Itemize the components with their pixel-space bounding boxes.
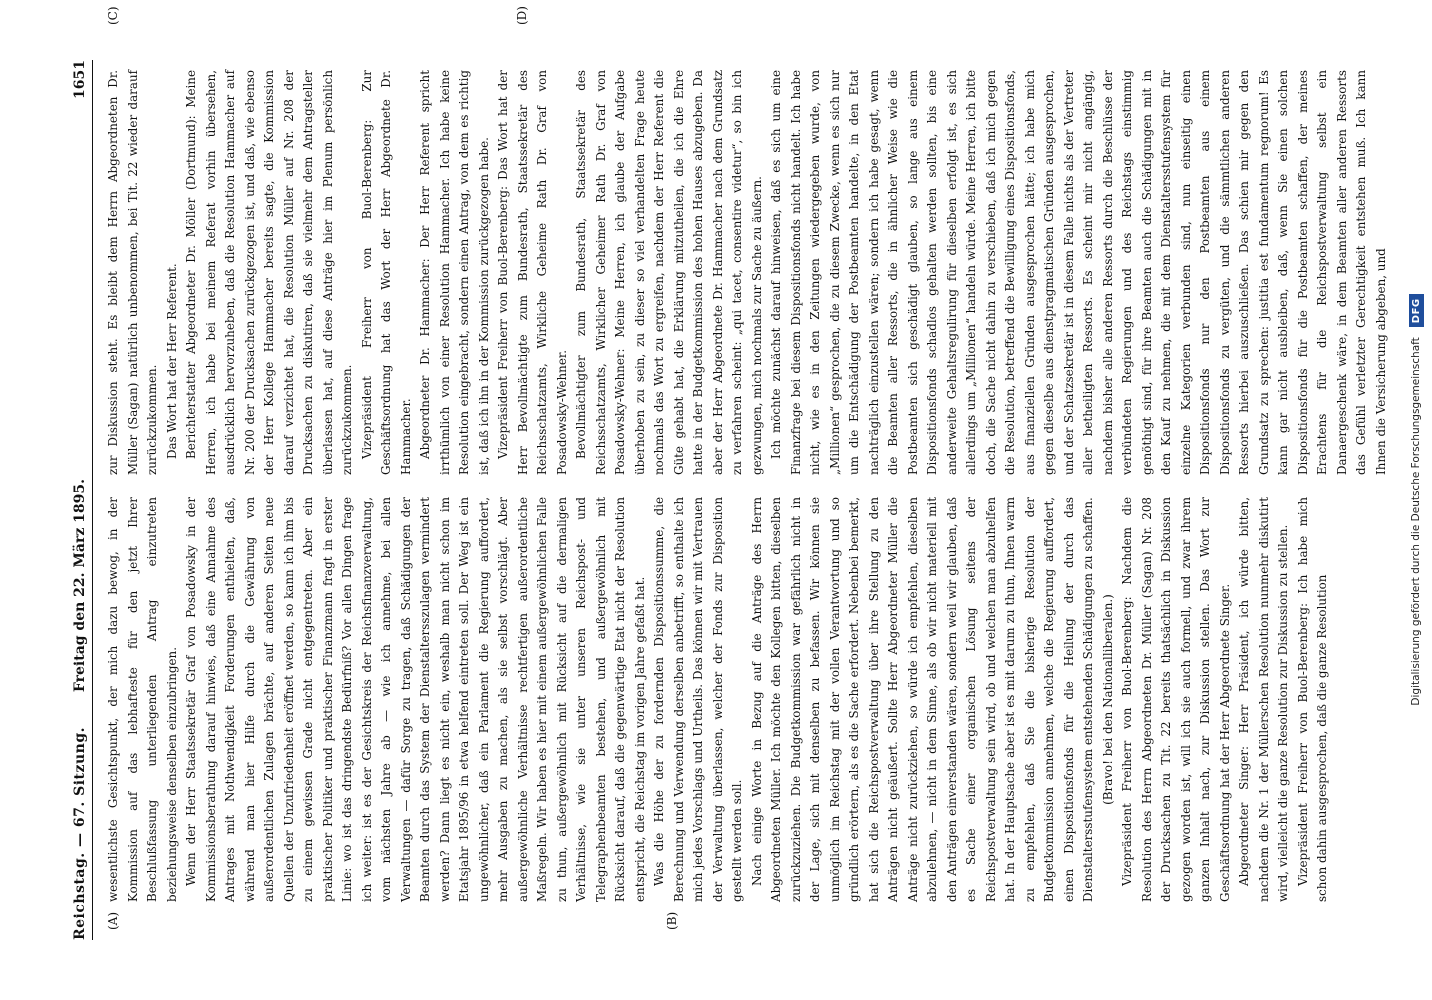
paragraph: Vizepräsident Freiherr von Buol-Berenberg: Nachdem die Resolution des Herrn Abgeordneten Dr. Müller (Sagan) Nr. 208 der Drucksachen zu Tit. 22 bereits thatsächlich in Diskussion gezogen worden ist, will ich sie auch formell, und zwar ihrem ganzen Inhalt nach, zur Diskussion stellen. Das Wort zur Geschäftsordnung hat der Herr Abgeordnete Singer. [1120, 497, 1232, 902]
paragraph: Vizepräsident Freiherr von Buol-Berenberg: Zur Geschäftsordnung hat das Wort der Herr Abgeordnete Dr. Hammacher. [359, 70, 413, 475]
header-date: Freitag den 22. März 1895. [72, 478, 88, 693]
paragraph: Ich möchte zunächst darauf hinweisen, daß es sich um eine Finanzfrage bei diesem Dispositionsfonds nicht handelt. Ich habe nicht, wie es in den Zeitungen wiedergegeben wurde, von „Millionen“ gesprochen, die zu diesem Zwecke, wenn es sich nur um die Entschädigung der Postbeamten handelte, in den Etat nachträglich einzustellen wären; sondern ich habe gesagt, wenn die Beamten aller Ressorts, die in ähnlicher Weise wie die Postbeamten sich geschädigt glauben, so lange aus einem Dispositionsfonds schadlos gehalten werden sollten, bis eine anderweite Gehaltsregulirung für dieselben erfolgt ist, es sich allerdings um „Millionen“ handeln würde. Meine Herren, ich bitte doch, die Sache nicht dahin zu verschieben, daß ich mich gegen die Resolution, betreffend die Bewilligung eines Dispositionsfonds, aus finanziellen Gründen ausgesprochen hätte; ich habe mich gegen dieselbe aus dienstpragmatischen Gründen ausgesprochen, und der Schatzsekretär ist in diesem Falle nichts als der Vertreter aller betheiligten Ressorts. Es scheint mir nicht angängig, nachdem bisher alle anderen Ressorts durch die Beschlüsse der verbündeten Regierungen und des Reichstags einstimmig genöthigt sind, für ihre Beamten auch die Schädigungen mit in den Kauf zu nehmen, die mit dem Dienstaltersstufensystem für einzelne Kategorien verbunden sind, nun einseitig einen Dispositionsfonds nur den Postbeamten aus einem Dispositionsfonds zu vergüten, und die sämmtlichen anderen Ressorts hierbei auszuschließen. Das schien mir gegen den Grundsatz zu sprechen: justitia est fundamentum regnorum! Es kann gar nicht ausbleiben, daß, wenn Sie einen solchen Dispositionsfonds für die Postbeamten schaffen, der meines Erachtens für die Reichspostverwaltung selbst ein Danaergeschenk wäre, in dem Beamten aller anderen Ressorts das Gefühl verletzter Gerechtigkeit entstehen muß. Ich kann Ihnen die Versicherung abgeben, und [769, 70, 1388, 475]
paragraph: Nach einige Worte in Bezug auf die Anträge des Herrn Abgeordneten Müller. Ich möchte den Kollegen bitten, dieselben zurückzuziehen. Die Budgetkommission war gefährlich nicht in der Lage, sich mit denselben zu befassen. Wir können sie unmöglich im Reichstag mit der vollen Verantwortung und so gründlich erörtern, als es die Sache erfordert. Nebenbei bemerkt, hat sich die Reichspostverwaltung über ihre Stellung zu den Anträgen nicht geäußert. Sollte Herr Abgeordneter Müller die Anträge nicht zurückziehen, so würde ich empfehlen, dieselben abzulehnen, — nicht in dem Sinne, als ob wir nicht materiell mit den Anträgen einverstanden wären, sondern weil wir glauben, daß es Sache einer organischen Lösung seitens der Reichspostverwaltung sein wird, ob und welchen man abzuhelfen hat. In der Hauptsache aber ist es mit darum zu thun, Ihnen warm zu empfehlen, daß Sie die bisherige Resolution der Budgetkommission annehmen, welche die Regierung auffordert, einen Dispositionsfonds für die Heilung der durch das Dienstaltersstufensystem entstehenden Schädigungen zu schaffen. [749, 497, 1095, 902]
dfg-credit-text: Digitalisierung gefördert durch die Deutsche Forschungsgemeinschaft [1410, 337, 1422, 706]
header-session: Reichstag. — 67. Sitzung. [72, 727, 88, 940]
margin-mark-b: (B) [665, 911, 679, 930]
paragraph: Vizepräsident Freiherr von Buol-Berenberg: Ich habe mich schon dahin ausgesprochen, daß die ganze Resolution [1295, 497, 1329, 902]
margin-mark-c: (C) [106, 6, 120, 25]
paragraph: Abgeordneter Dr. Hammacher: Der Herr Referent spricht irrthümlich von einer Resolution Hammacher. Ich habe keine Resolution eingebracht, sondern einen Antrag, von dem es richtig ist, daß ich ihn in der Kommission zurückgezogen habe. [418, 70, 491, 475]
right-column [104, 70, 1388, 475]
dfg-logo: DFG [1409, 294, 1424, 327]
margin-mark-d: (D) [515, 6, 529, 25]
left-column [104, 497, 1329, 902]
paragraph: Vizepräsident Freiherr von Buol-Berenberg: Das Wort hat der Herr Bevollmächtigte zum Bundesrath, Staatssekretär des Reichsschatzamts, Wirkliche Geheime Rath Dr. Graf von Posadowsky-Wehner. [496, 70, 569, 475]
paragraph: Abgeordneter Singer: Herr Präsident, ich würde bitten, nachdem die Nr. 1 der Müllerschen Resolution nunmehr diskutirt wird, vielleicht die ganze Resolution zur Diskussion zu stellen. [1237, 497, 1290, 902]
paragraph: Was die Höhe der zu fordernden Dispositionssumme, die Berechnung und Verwendung derselben anbetrifft, so enthalte ich mich jedes Vorschlags und Urtheils. Das können wir mit Vertrauen der Verwaltung überlassen, welcher der Fonds zur Disposition gestellt werden soll. [652, 497, 744, 902]
paragraph: Wenn der Herr Staatssekretär Graf von Posadowsky in der Kommissionsberathung darauf hinwies, daß eine Annahme des Antrages mit Nothwendigkeit Forderungen enthielten, daß, während man hier Hilfe durch die Gewährung von außerordentlichen Zulagen brächte, auf anderen Seiten neue Quellen der Unzufriedenheit eröffnet werden, so kann ich ihm bis zu einem gewissen Grade nicht entgegentreten. Aber ein praktischer Politiker und praktischer Finanzmann fragt in erster Linie: wo ist das dringendste Bedürfniß? Vor allen Dingen frage ich weiter: ist es der Gesichtskreis der Reichsfinanzverwaltung, vom nächsten Jahre ab — wie ich annehme, bei allen Verwaltungen — dafür Sorge zu tragen, daß Schädigungen der Beamten durch das System der Dienstaltersszulagen vermindert werden? Dann liegt es nicht ein, weshalb man nicht schon im Etatsjahr 1895/96 in etwa helfend eintreten soll. Der Weg ist ein ungewöhnlicher, daß ein Parlament die Regierung auffordert, mehr Ausgaben zu machen, als sie selbst vorschlägt. Aber außergewöhnliche Verhältnisse rechtfertigen außerordentliche Maßregeln. Wir haben es hier mit einem außergewöhnlichen Falle zu thun, außergewöhnlich mit Rücksicht auf die dermaligen Verhältnisse, wie sie unter unseren Reichspost- und Telegraphenbeamten bestehen, und außergewöhnlich mit Rücksicht darauf, daß die gegenwärtige Etat nicht der Resolution entspricht, die Reichstag im vorigen Jahre gefaßt hat. [184, 497, 647, 902]
footer-strip [1400, 0, 1432, 1000]
paragraph: Bevollmächtigter zum Bundesrath, Staatssekretär des Reichsschatzamts, Wirklicher Geheimer Rath Dr. Graf von Posadowsky-Wehner: Meine Herren, ich glaube der Aufgabe überhoben zu sein, zu dieser so viel verhandelten Frage heute nochmals das Wort zu ergreifen, nachdem der Herr Referent die Güte gehabt hat, die Erklärung mitzutheilen, die ich die Ehre hatte in der Budgetkommission des hohen Hauses abzugeben. Da aber der Herr Abgeordnete Dr. Hammacher nach dem Grundsatz zu verfahren scheint: „qui tacet, consentire videtur“, so bin ich gezwungen, mich nochmals zur Sache zu äußern. [574, 70, 764, 475]
paragraph: wesentlichste Gesichtspunkt, der mich dazu bewog, in der Kommission auf das lebhafteste für den jetzt Ihrer Beschlußfassung unterliegenden Antrag einzutreten beziehungsweise denselben einzubringen. [106, 497, 179, 902]
paragraph: zur Diskussion steht. Es bleibt dem Herrn Abgeordneten Dr. Müller (Sagan) natürlich unbenommen, bei Tit. 22 wieder darauf zurückzukommen. [106, 70, 159, 475]
page-header [28, 60, 93, 940]
page-number: 1651 [72, 60, 88, 99]
applause-note: (Bravo! bei den Nationalliberalen.) [1100, 594, 1115, 805]
margin-mark-a: (A) [106, 911, 120, 930]
paragraph: Das Wort hat der Herr Referent. [164, 263, 179, 459]
paragraph: Berichterstatter Abgeordneter Dr. Möller (Dortmund): Meine Herren, ich habe bei meinem Referat vorhin übersehen, ausdrücklich hervorzuheben, daß die Resolution Hammacher auf Nr. 200 der Drucksachen zurückgezogen ist, und daß, wie ebenso der Herr Kollege Hammacher bereits sagte, die Kommission darauf verzichtet hat, die Resolution Müller auf Nr. 208 der Drucksachen zu diskutiren, daß sie vielmehr dem Antragsteller überlassen hat, auf diese Anträge hier im Plenum persönlich zurückzukommen. [184, 70, 354, 475]
header-right-group [72, 60, 88, 692]
